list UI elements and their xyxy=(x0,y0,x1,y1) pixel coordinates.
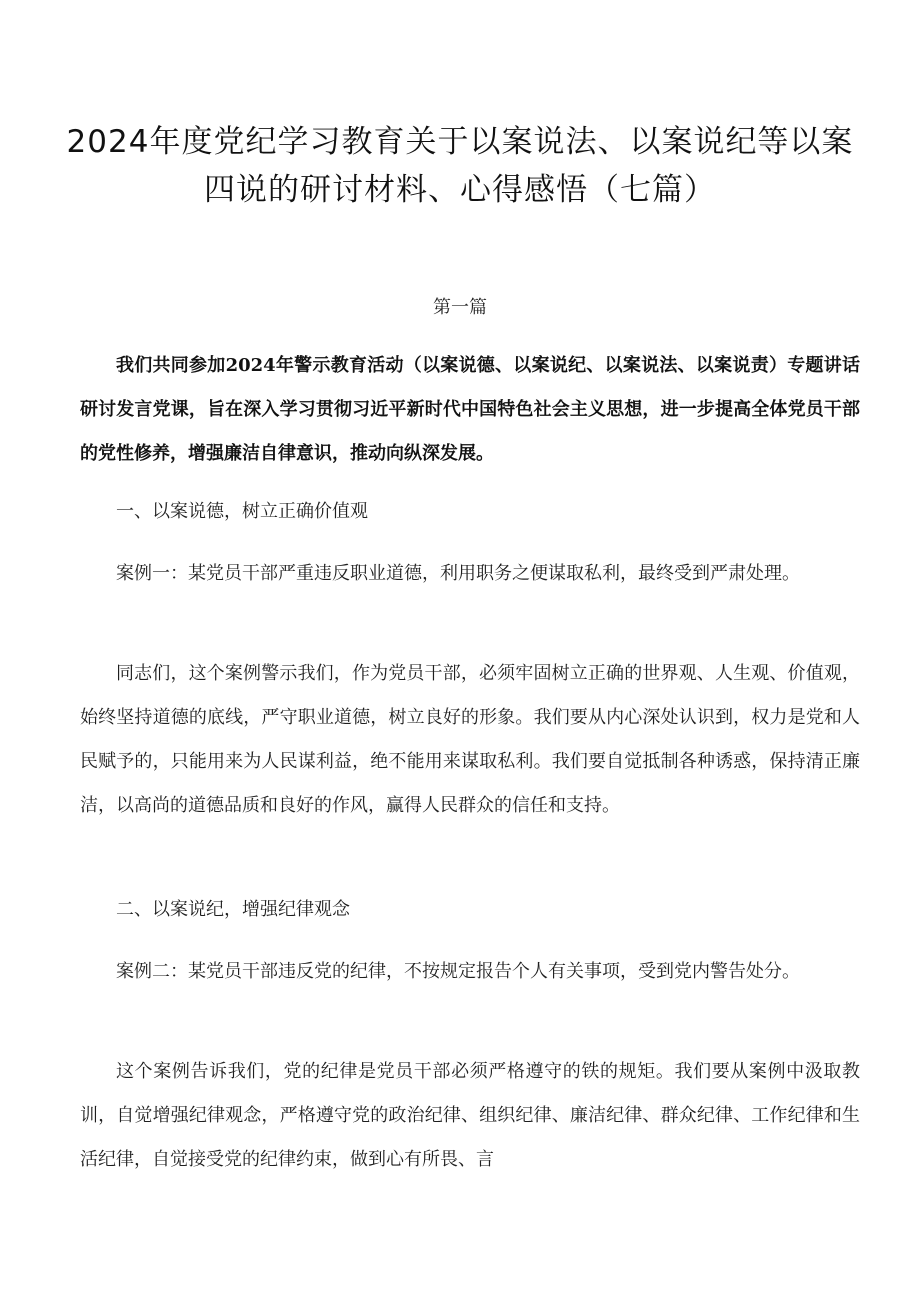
document-title: 2024年度党纪学习教育关于以案说法、以案说纪等以案四说的研讨材料、心得感悟（七篇） xyxy=(66,124,854,208)
subheading-1: 一、以案说德，树立正确价值观 xyxy=(116,501,368,522)
case-1-paragraph: 案例一：某党员干部严重违反职业道德，利用职务之便谋取私利，最终受到严肃处理。 xyxy=(116,563,800,584)
discussion-1-paragraph: 同志们，这个案例警示我们，作为党员干部，必须牢固树立正确的世界观、人生观、价值观，始终坚持道德的底线，严守职业道德，树立良好的形象。我们要从内心深处认识到，权力是党和人民赋予的，只能用来为人民谋利益，绝不能用来谋取私利。我们要自觉抵制各种诱惑，保持清正廉洁，以高尚的道德品质和良好的作风，赢得人民群众的信任和支持。 xyxy=(80,663,860,816)
section-heading: 第一篇 xyxy=(433,297,487,318)
discussion-2-paragraph: 这个案例告诉我们，党的纪律是党员干部必须严格遵守的铁的规矩。我们要从案例中汲取教训，自觉增强纪律观念，严格遵守党的政治纪律、组织纪律、廉洁纪律、群众纪律、工作纪律和生活纪律，自觉接受党的纪律约束，做到心有所畏、言 xyxy=(80,1061,860,1170)
subheading-2: 二、以案说纪，增强纪律观念 xyxy=(116,899,350,920)
intro-paragraph: 我们共同参加2024年警示教育活动（以案说德、以案说纪、以案说法、以案说责）专题讲话研讨发言党课，旨在深入学习贯彻习近平新时代中国特色社会主义思想，进一步提高全体党员干部的党性修养，增强廉洁自律意识，推动向纵深发展。 xyxy=(80,355,860,464)
case-2-paragraph: 案例二：某党员干部违反党的纪律，不按规定报告个人有关事项，受到党内警告处分。 xyxy=(116,961,800,982)
